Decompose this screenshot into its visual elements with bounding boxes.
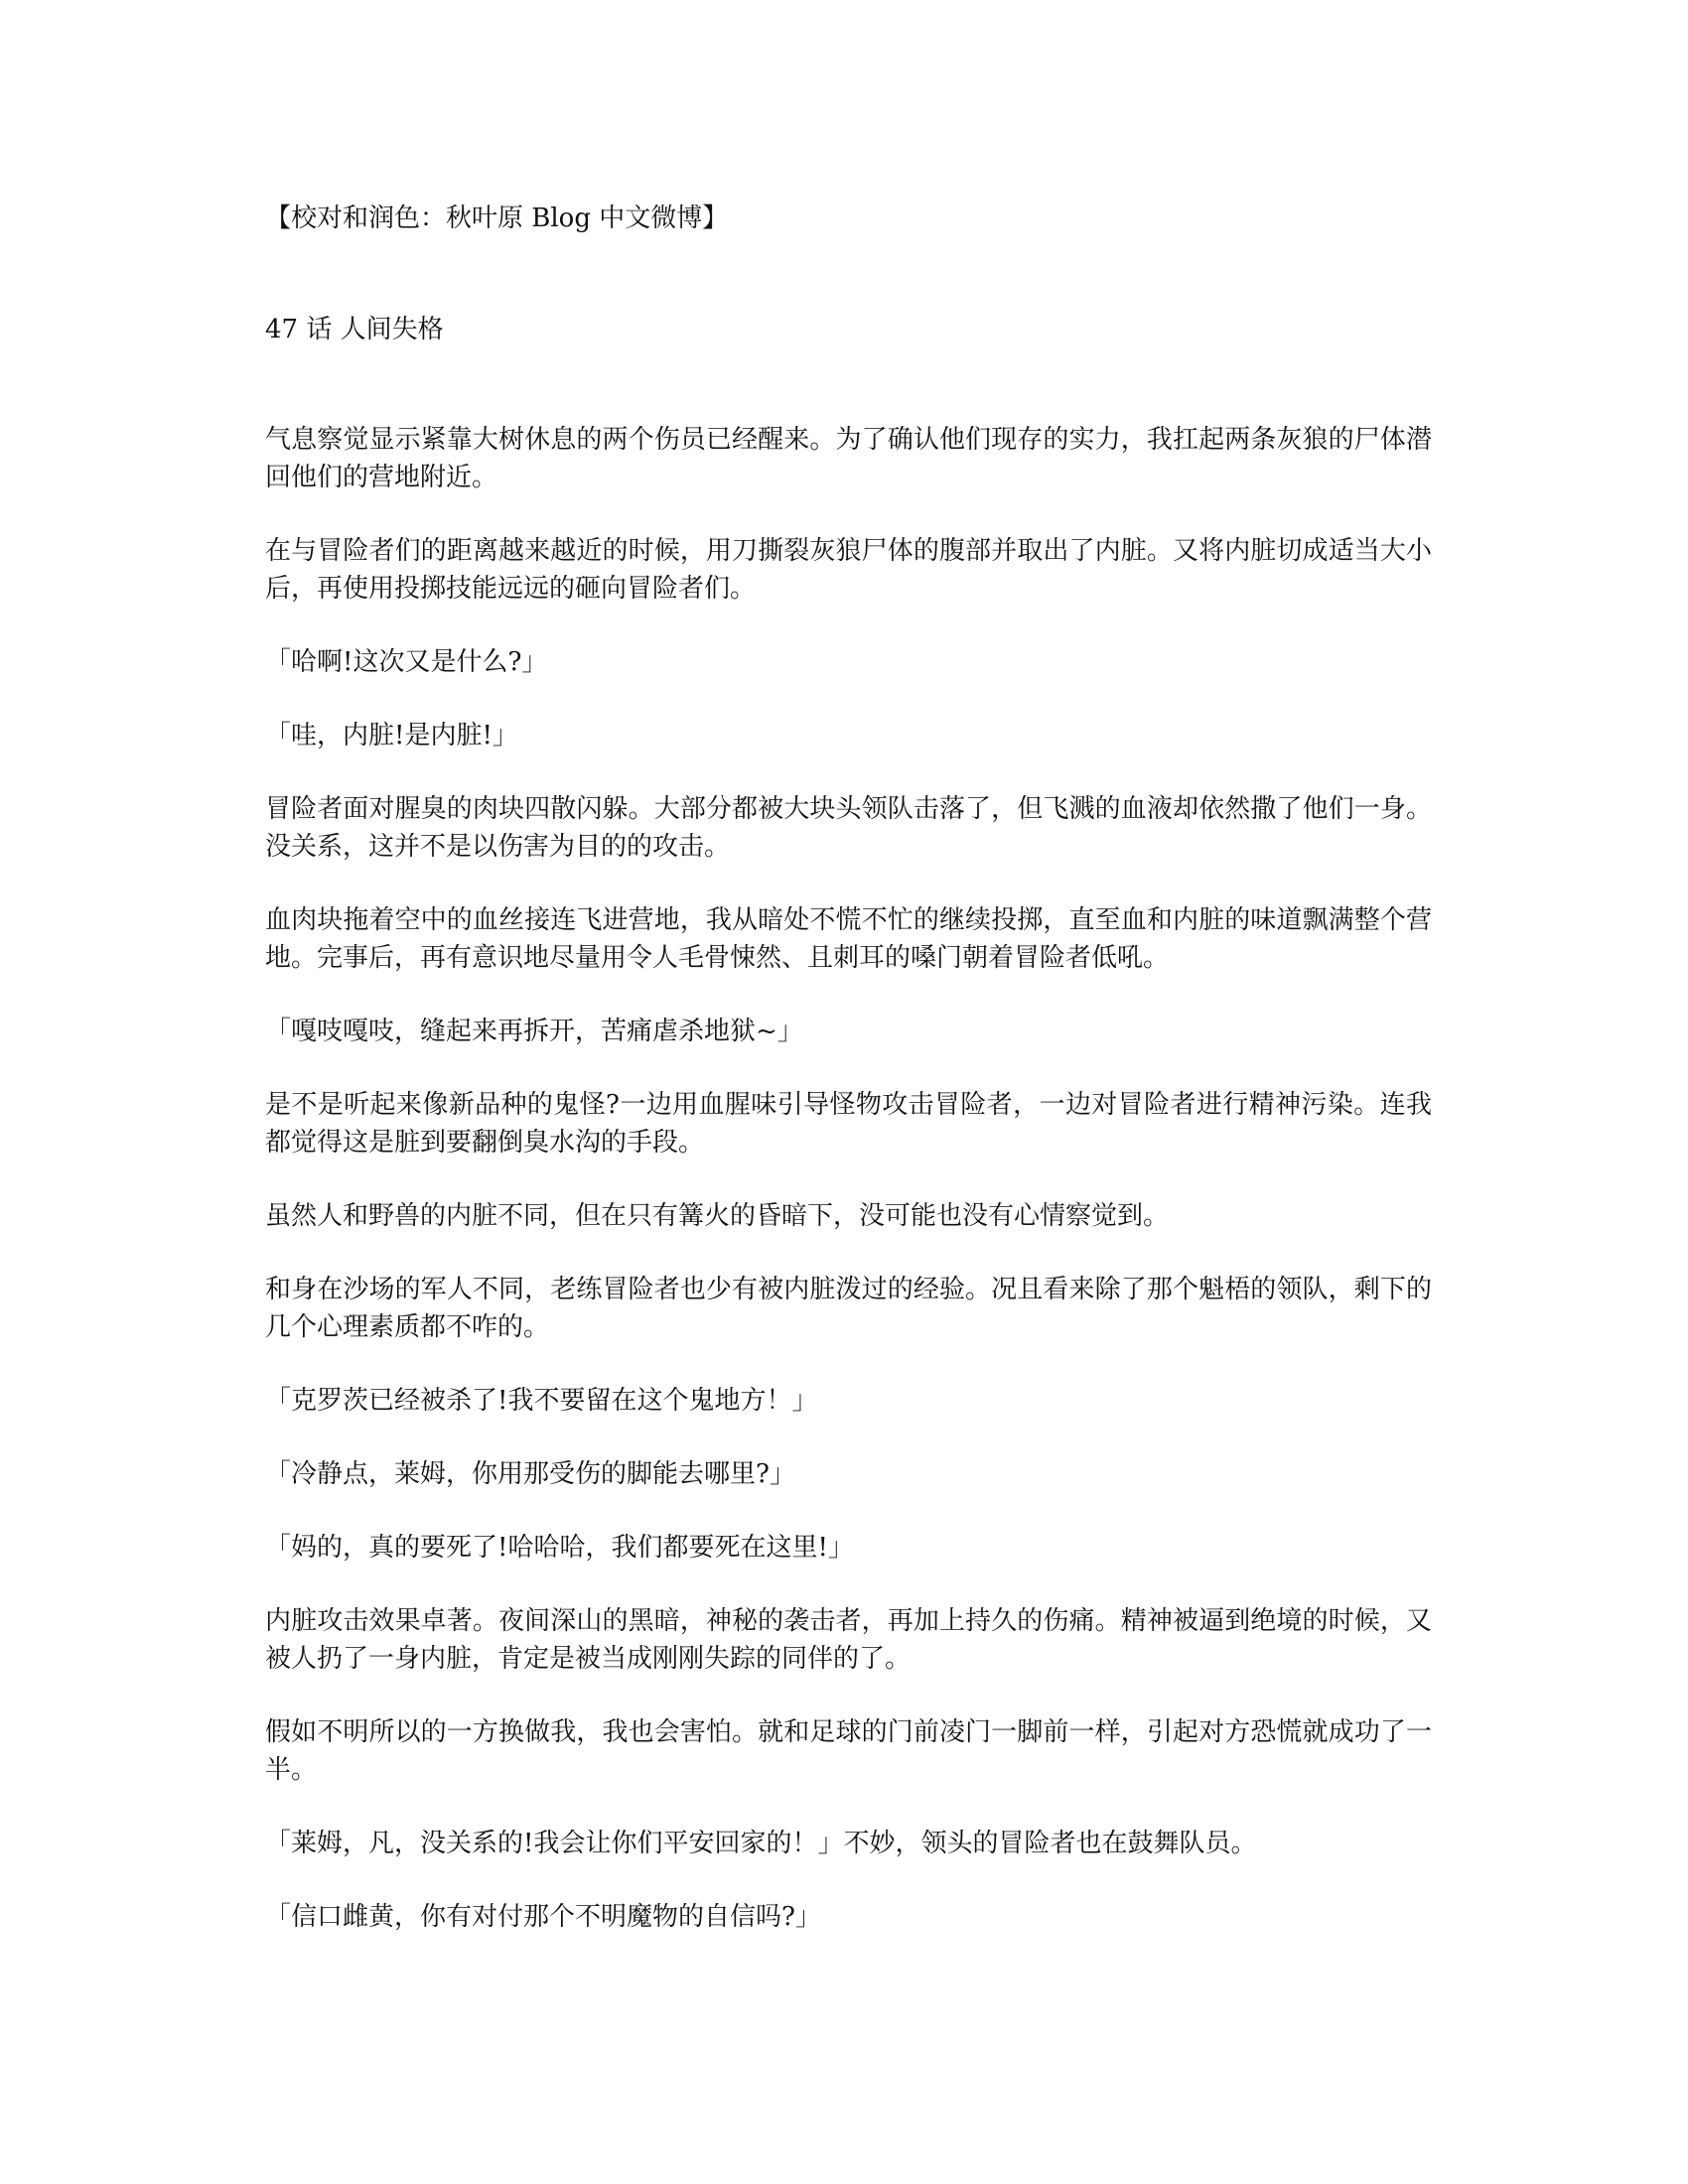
dialogue-line: 「哇，内脏!是内脏!」 <box>265 721 518 751</box>
dialogue-line: 「莱姆，凡，没关系的!我会让你们平安回家的！」不妙，领头的冒险者也在鼓舞队员。 <box>265 1829 1257 1858</box>
paragraph: 在与冒险者们的距离越来越近的时候，用刀撕裂灰狼尸体的腹部并取出了内脏。又将内脏切成适当大小后，再使用投掷技能远远的砸向冒险者们。 <box>265 536 1432 604</box>
dialogue-line: 「冷静点，莱姆，你用那受伤的脚能去哪里?」 <box>265 1459 795 1489</box>
dialogue-line: 「妈的，真的要死了!哈哈哈，我们都要死在这里!」 <box>265 1533 854 1563</box>
paragraph: 假如不明所以的一方换做我，我也会害怕。就和足球的门前凌门一脚前一样，引起对方恐慌就成功了一半。 <box>265 1717 1432 1785</box>
paragraph: 血肉块拖着空中的血丝接连飞进营地，我从暗处不慌不忙的继续投掷，直至血和内脏的味道飘满整个营地。完事后，再有意识地尽量用令人毛骨悚然、且刺耳的嗓门朝着冒险者低吼。 <box>265 905 1432 973</box>
paragraph: 气息察觉显示紧靠大树休息的两个伤员已经醒来。为了确认他们现存的实力，我扛起两条灰狼的尸体潜回他们的营地附近。 <box>265 425 1432 492</box>
paragraph: 虽然人和野兽的内脏不同，但在只有篝火的昏暗下，没可能也没有心情察觉到。 <box>265 1201 1170 1231</box>
paragraph: 内脏攻击效果卓著。夜间深山的黑暗，神秘的袭击者，再加上持久的伤痛。精神被逼到绝境的时候，又被人扔了一身内脏，肯定是被当成刚刚失踪的同伴的了。 <box>265 1606 1432 1674</box>
paragraph: 冒险者面对腥臭的肉块四散闪躲。大部分都被大块头领队击落了，但飞溅的血液却依然撒了他们一身。没关系，这并不是以伤害为目的的攻击。 <box>265 794 1432 862</box>
credit-line: 【校对和润色：秋叶原 Blog 中文微博】 <box>265 204 729 233</box>
chapter-title: 47 话 人间失格 <box>265 315 444 344</box>
chapter-body <box>265 421 1432 1972</box>
dialogue-line: 「哈啊!这次又是什么?」 <box>265 647 548 677</box>
dialogue-line: 「嘎吱嘎吱，缝起来再拆开，苦痛虐杀地狱~」 <box>265 1017 803 1046</box>
paragraph: 和身在沙场的军人不同，老练冒险者也少有被内脏泼过的经验。况且看来除了那个魁梧的领队，剩下的几个心理素质都不咋的。 <box>265 1275 1432 1342</box>
document-page <box>265 0 1432 2184</box>
paragraph: 是不是听起来像新品种的鬼怪?一边用血腥味引导怪物攻击冒险者，一边对冒险者进行精神污染。连我都觉得这是脏到要翻倒臭水沟的手段。 <box>265 1090 1432 1158</box>
dialogue-line: 「信口雌黄，你有对付那个不明魔物的自信吗?」 <box>265 1902 821 1932</box>
dialogue-line: 「克罗茨已经被杀了!我不要留在这个鬼地方！」 <box>265 1386 818 1416</box>
